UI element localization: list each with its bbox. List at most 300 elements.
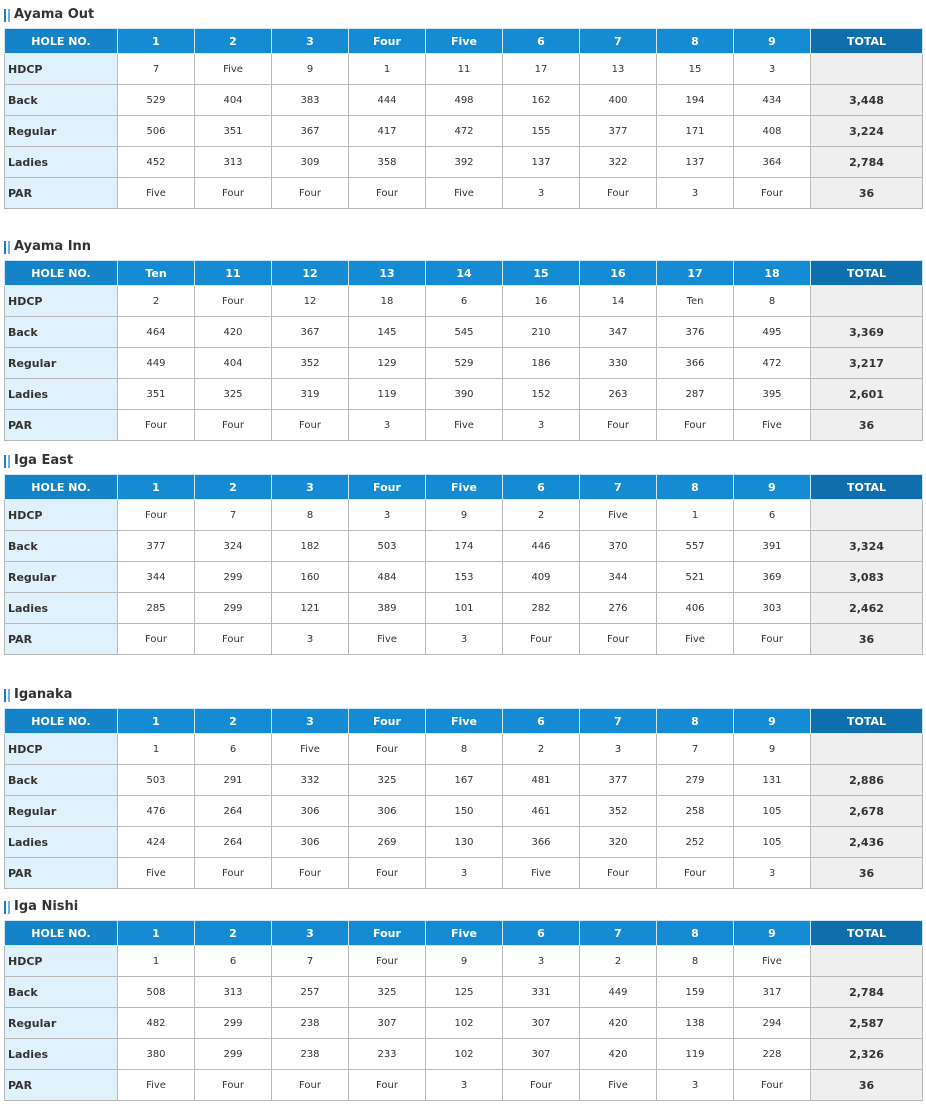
hole-number-header: 3 [272, 29, 349, 54]
total-cell: 36 [811, 858, 923, 889]
score-cell: 307 [503, 1008, 580, 1039]
score-cell: Four [195, 624, 272, 655]
total-cell: 3,083 [811, 562, 923, 593]
score-cell: 495 [734, 317, 811, 348]
score-cell: 503 [118, 765, 195, 796]
score-cell: 155 [503, 116, 580, 147]
score-cell: Four [195, 178, 272, 209]
course-title-text: Ayama Out [14, 7, 95, 22]
row-label: Regular [5, 348, 118, 379]
score-cell: 472 [426, 116, 503, 147]
table-row [5, 531, 923, 562]
hole-no-header: HOLE NO. [5, 475, 118, 500]
score-cell: 228 [734, 1039, 811, 1070]
score-cell: 14 [580, 286, 657, 317]
score-cell: 269 [349, 827, 426, 858]
score-cell: 102 [426, 1008, 503, 1039]
score-cell: 3 [503, 946, 580, 977]
score-cell: 313 [195, 147, 272, 178]
total-cell: 3,224 [811, 116, 923, 147]
score-cell: 3 [426, 858, 503, 889]
score-cell: 8 [657, 946, 734, 977]
score-cell: Four [118, 500, 195, 531]
total-cell: 2,784 [811, 147, 923, 178]
score-cell: 264 [195, 796, 272, 827]
score-cell: 3 [734, 858, 811, 889]
score-cell: 101 [426, 593, 503, 624]
total-cell: 36 [811, 178, 923, 209]
total-cell: 2,784 [811, 977, 923, 1008]
hole-number-header: 6 [503, 475, 580, 500]
score-cell: 404 [195, 348, 272, 379]
row-label: PAR [5, 858, 118, 889]
hole-number-header: 9 [734, 921, 811, 946]
total-cell: 2,601 [811, 379, 923, 410]
score-cell: 276 [580, 593, 657, 624]
total-header: TOTAL [811, 921, 923, 946]
row-label: HDCP [5, 946, 118, 977]
row-label: PAR [5, 1070, 118, 1101]
score-cell: 150 [426, 796, 503, 827]
table-row [5, 317, 923, 348]
total-cell: 3,369 [811, 317, 923, 348]
score-cell: 3 [734, 54, 811, 85]
score-cell: 352 [580, 796, 657, 827]
score-cell: Four [580, 624, 657, 655]
hole-no-header: HOLE NO. [5, 921, 118, 946]
table-row [5, 1070, 923, 1101]
title-marker-icon [8, 455, 10, 468]
score-cell: Four [657, 410, 734, 441]
score-cell: 285 [118, 593, 195, 624]
table-row [5, 500, 923, 531]
hole-number-header: 1 [118, 921, 195, 946]
header-row [5, 261, 923, 286]
course-section [0, 6, 926, 200]
score-cell: 194 [657, 85, 734, 116]
score-cell: 317 [734, 977, 811, 1008]
score-cell: 420 [580, 1008, 657, 1039]
hole-number-header: 7 [580, 921, 657, 946]
score-cell: 383 [272, 85, 349, 116]
score-cell: 367 [272, 116, 349, 147]
total-header: TOTAL [811, 29, 923, 54]
score-cell: Four [734, 178, 811, 209]
score-cell: 9 [426, 946, 503, 977]
score-cell: 434 [734, 85, 811, 116]
row-label: HDCP [5, 286, 118, 317]
score-cell: 306 [272, 796, 349, 827]
score-cell: 389 [349, 593, 426, 624]
title-marker-icon [8, 901, 10, 914]
hole-number-header: Four [349, 475, 426, 500]
table-row [5, 796, 923, 827]
row-label: Back [5, 85, 118, 116]
score-cell: 153 [426, 562, 503, 593]
score-cell: 3 [349, 500, 426, 531]
score-cell: 420 [580, 1039, 657, 1070]
hole-no-header: HOLE NO. [5, 29, 118, 54]
score-cell: 408 [734, 116, 811, 147]
hole-number-header: 6 [503, 921, 580, 946]
score-cell: 18 [349, 286, 426, 317]
score-cell: 129 [349, 348, 426, 379]
score-cell: Four [195, 286, 272, 317]
score-cell: 7 [118, 54, 195, 85]
score-cell: 2 [118, 286, 195, 317]
total-cell: 2,462 [811, 593, 923, 624]
scorecard-table [4, 28, 923, 209]
score-cell: 3 [657, 1070, 734, 1101]
score-cell: 390 [426, 379, 503, 410]
table-row [5, 624, 923, 655]
row-label: Back [5, 531, 118, 562]
title-marker-icon [4, 241, 6, 254]
score-cell: 449 [118, 348, 195, 379]
score-cell: 258 [657, 796, 734, 827]
hole-number-header: 7 [580, 709, 657, 734]
table-row [5, 54, 923, 85]
total-cell: 2,886 [811, 765, 923, 796]
score-cell: Five [195, 54, 272, 85]
score-cell: 369 [734, 562, 811, 593]
score-cell: 424 [118, 827, 195, 858]
score-cell: 138 [657, 1008, 734, 1039]
score-cell: 2 [503, 734, 580, 765]
score-cell: 282 [503, 593, 580, 624]
score-cell: Four [349, 178, 426, 209]
score-cell: 299 [195, 1008, 272, 1039]
score-cell: 152 [503, 379, 580, 410]
score-cell: 145 [349, 317, 426, 348]
score-cell: Five [580, 500, 657, 531]
score-cell: Four [349, 1070, 426, 1101]
table-row [5, 734, 923, 765]
scorecard-table [4, 260, 923, 441]
score-cell: 452 [118, 147, 195, 178]
score-cell: 1 [118, 946, 195, 977]
score-cell: Four [734, 624, 811, 655]
table-row [5, 977, 923, 1008]
score-cell: Four [195, 858, 272, 889]
score-cell: 130 [426, 827, 503, 858]
score-cell: 358 [349, 147, 426, 178]
course-title-text: Ayama Inn [14, 239, 92, 254]
total-cell: 2,326 [811, 1039, 923, 1070]
score-cell: 367 [272, 317, 349, 348]
score-cell: 8 [272, 500, 349, 531]
score-cell: Five [657, 624, 734, 655]
hole-number-header: 11 [195, 261, 272, 286]
total-cell: 3,448 [811, 85, 923, 116]
table-row [5, 116, 923, 147]
score-cell: 7 [195, 500, 272, 531]
score-cell: 498 [426, 85, 503, 116]
score-cell: 306 [349, 796, 426, 827]
score-cell: 364 [734, 147, 811, 178]
hole-no-header: HOLE NO. [5, 709, 118, 734]
hole-number-header: 1 [118, 709, 195, 734]
score-cell: 332 [272, 765, 349, 796]
score-cell: 377 [118, 531, 195, 562]
table-row [5, 410, 923, 441]
score-cell: 325 [349, 765, 426, 796]
score-cell: 307 [349, 1008, 426, 1039]
header-row [5, 29, 923, 54]
total-cell: 2,678 [811, 796, 923, 827]
title-marker-icon [4, 901, 6, 914]
score-cell: 252 [657, 827, 734, 858]
score-cell: 287 [657, 379, 734, 410]
score-cell: Four [272, 178, 349, 209]
score-cell: 404 [195, 85, 272, 116]
score-cell: 6 [195, 946, 272, 977]
score-cell: 313 [195, 977, 272, 1008]
score-cell: 380 [118, 1039, 195, 1070]
score-cell: 3 [503, 410, 580, 441]
hole-number-header: 1 [118, 475, 195, 500]
score-cell: 263 [580, 379, 657, 410]
score-cell: Four [503, 1070, 580, 1101]
score-cell: 1 [349, 54, 426, 85]
hole-number-header: 18 [734, 261, 811, 286]
score-cell: 351 [118, 379, 195, 410]
score-cell: 160 [272, 562, 349, 593]
row-label: Regular [5, 1008, 118, 1039]
score-cell: 9 [426, 500, 503, 531]
score-cell: 376 [657, 317, 734, 348]
hole-number-header: 6 [503, 29, 580, 54]
score-cell: Five [118, 1070, 195, 1101]
total-cell: 3,217 [811, 348, 923, 379]
hole-number-header: Five [426, 475, 503, 500]
score-cell: 322 [580, 147, 657, 178]
course-title [4, 452, 926, 470]
hole-number-header: 8 [657, 709, 734, 734]
score-cell: Five [118, 178, 195, 209]
score-cell: 121 [272, 593, 349, 624]
course-title [4, 238, 926, 256]
hole-number-header: 8 [657, 475, 734, 500]
total-cell [811, 500, 923, 531]
table-row [5, 1039, 923, 1070]
hole-number-header: 3 [272, 475, 349, 500]
header-row [5, 475, 923, 500]
total-cell [811, 734, 923, 765]
table-row [5, 348, 923, 379]
score-cell: 545 [426, 317, 503, 348]
title-marker-icon [8, 9, 10, 22]
table-row [5, 85, 923, 116]
hole-number-header: 17 [657, 261, 734, 286]
hole-number-header: 2 [195, 475, 272, 500]
table-row [5, 827, 923, 858]
total-cell [811, 286, 923, 317]
score-cell: 12 [272, 286, 349, 317]
score-cell: Ten [657, 286, 734, 317]
course-section [0, 898, 926, 1092]
total-cell: 36 [811, 410, 923, 441]
row-label: HDCP [5, 500, 118, 531]
score-cell: Four [118, 410, 195, 441]
title-marker-icon [4, 9, 6, 22]
score-cell: 352 [272, 348, 349, 379]
score-cell: Four [349, 946, 426, 977]
total-cell: 3,324 [811, 531, 923, 562]
hole-number-header: Four [349, 709, 426, 734]
table-row [5, 1008, 923, 1039]
score-cell: Four [272, 858, 349, 889]
table-row [5, 765, 923, 796]
score-cell: 476 [118, 796, 195, 827]
score-cell: Five [349, 624, 426, 655]
score-cell: 125 [426, 977, 503, 1008]
score-cell: 238 [272, 1039, 349, 1070]
row-label: Ladies [5, 593, 118, 624]
total-header: TOTAL [811, 709, 923, 734]
row-label: Regular [5, 116, 118, 147]
hole-number-header: 1 [118, 29, 195, 54]
table-row [5, 562, 923, 593]
score-cell: Four [734, 1070, 811, 1101]
title-marker-icon [8, 689, 10, 702]
score-cell: 370 [580, 531, 657, 562]
row-label: Ladies [5, 379, 118, 410]
score-cell: 377 [580, 765, 657, 796]
score-cell: 325 [195, 379, 272, 410]
score-cell: 446 [503, 531, 580, 562]
score-cell: Four [349, 858, 426, 889]
score-cell: Four [657, 858, 734, 889]
hole-number-header: 2 [195, 29, 272, 54]
score-cell: 6 [426, 286, 503, 317]
row-label: Ladies [5, 827, 118, 858]
score-cell: 395 [734, 379, 811, 410]
score-cell: 119 [657, 1039, 734, 1070]
score-cell: 174 [426, 531, 503, 562]
score-cell: 309 [272, 147, 349, 178]
score-cell: 344 [580, 562, 657, 593]
hole-number-header: 9 [734, 475, 811, 500]
row-label: PAR [5, 178, 118, 209]
total-cell [811, 946, 923, 977]
score-cell: 325 [349, 977, 426, 1008]
hole-number-header: 2 [195, 921, 272, 946]
course-title [4, 686, 926, 704]
score-cell: 461 [503, 796, 580, 827]
total-header: TOTAL [811, 261, 923, 286]
hole-number-header: 14 [426, 261, 503, 286]
total-cell: 36 [811, 1070, 923, 1101]
hole-number-header: Four [349, 29, 426, 54]
score-cell: 257 [272, 977, 349, 1008]
score-cell: 503 [349, 531, 426, 562]
hole-number-header: Five [426, 709, 503, 734]
score-cell: 9 [734, 734, 811, 765]
score-cell: 366 [503, 827, 580, 858]
score-cell: 3 [349, 410, 426, 441]
score-cell: 167 [426, 765, 503, 796]
score-cell: 299 [195, 1039, 272, 1070]
score-cell: 137 [503, 147, 580, 178]
hole-number-header: 6 [503, 709, 580, 734]
row-label: Back [5, 317, 118, 348]
score-cell: 16 [503, 286, 580, 317]
course-title-text: Iga Nishi [14, 899, 79, 914]
score-cell: 508 [118, 977, 195, 1008]
score-cell: 484 [349, 562, 426, 593]
total-cell: 2,436 [811, 827, 923, 858]
score-cell: 6 [734, 500, 811, 531]
hole-number-header: 7 [580, 475, 657, 500]
score-cell: Four [503, 624, 580, 655]
course-title-text: Iga East [14, 453, 74, 468]
score-cell: 400 [580, 85, 657, 116]
score-cell: 406 [657, 593, 734, 624]
course-section [0, 452, 926, 646]
score-cell: 299 [195, 593, 272, 624]
score-cell: 119 [349, 379, 426, 410]
score-cell: 377 [580, 116, 657, 147]
score-cell: Five [426, 410, 503, 441]
course-section [0, 238, 926, 432]
score-cell: 233 [349, 1039, 426, 1070]
row-label: PAR [5, 410, 118, 441]
score-cell: 291 [195, 765, 272, 796]
score-cell: 137 [657, 147, 734, 178]
score-cell: 13 [580, 54, 657, 85]
score-cell: 351 [195, 116, 272, 147]
score-cell: 9 [272, 54, 349, 85]
hole-number-header: 8 [657, 29, 734, 54]
score-cell: 171 [657, 116, 734, 147]
score-cell: 210 [503, 317, 580, 348]
score-cell: 307 [503, 1039, 580, 1070]
score-cell: 279 [657, 765, 734, 796]
score-cell: 529 [426, 348, 503, 379]
row-label: HDCP [5, 734, 118, 765]
score-cell: 319 [272, 379, 349, 410]
hole-number-header: 15 [503, 261, 580, 286]
score-cell: 417 [349, 116, 426, 147]
score-cell: 2 [503, 500, 580, 531]
hole-number-header: 3 [272, 921, 349, 946]
score-cell: Four [272, 1070, 349, 1101]
row-label: Back [5, 765, 118, 796]
table-row [5, 178, 923, 209]
hole-number-header: 9 [734, 29, 811, 54]
score-cell: 392 [426, 147, 503, 178]
row-label: Ladies [5, 1039, 118, 1070]
score-cell: 3 [272, 624, 349, 655]
course-title-text: Iganaka [14, 687, 73, 702]
scorecard-table [4, 474, 923, 655]
score-cell: 366 [657, 348, 734, 379]
table-row [5, 593, 923, 624]
hole-number-header: 12 [272, 261, 349, 286]
score-cell: 238 [272, 1008, 349, 1039]
score-cell: Four [580, 410, 657, 441]
hole-number-header: 8 [657, 921, 734, 946]
table-row [5, 946, 923, 977]
score-cell: 264 [195, 827, 272, 858]
score-cell: 3 [580, 734, 657, 765]
hole-number-header: 9 [734, 709, 811, 734]
score-cell: Four [118, 624, 195, 655]
score-cell: 324 [195, 531, 272, 562]
scorecard-table [4, 920, 923, 1101]
score-cell: 7 [272, 946, 349, 977]
